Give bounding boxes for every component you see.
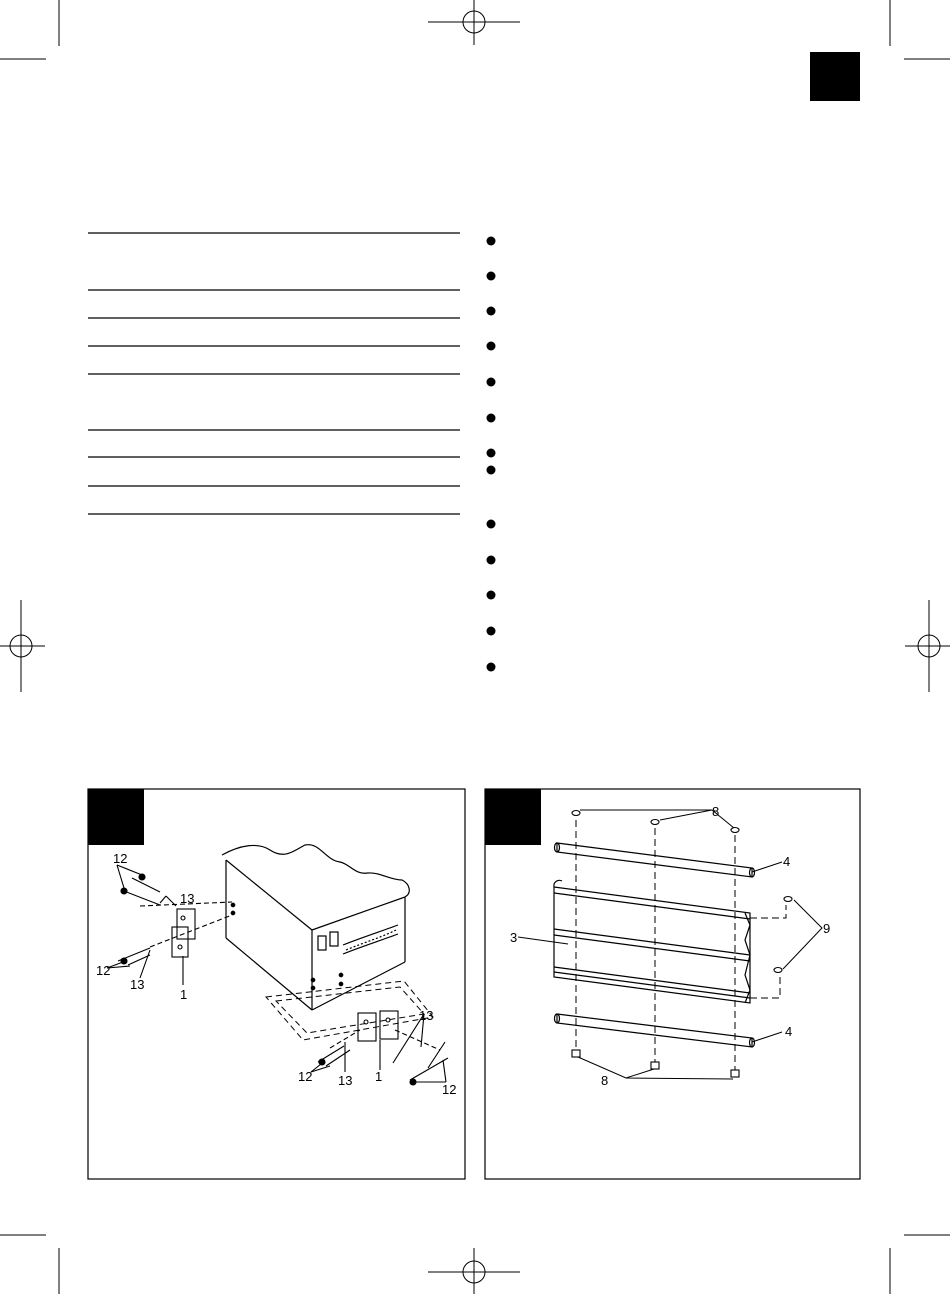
callout-rail-bottom: 4 xyxy=(785,1024,793,1039)
parts-table xyxy=(88,233,460,514)
top-rail-drawing xyxy=(555,843,755,877)
bullet-dot-icon xyxy=(487,591,496,600)
heater-body-drawing xyxy=(222,845,409,1010)
callout-bracket-a: 1 xyxy=(180,987,188,1002)
registration-mark-icon xyxy=(0,600,45,692)
bullet-dot-icon xyxy=(487,466,496,475)
callout-washers-a: 13 xyxy=(180,891,195,906)
bullet-dot-icon xyxy=(487,414,496,423)
bullet-dot-icon xyxy=(487,449,496,458)
figure-right-rail-assembly xyxy=(485,789,860,1179)
callout-screws-c: 12 xyxy=(298,1069,313,1084)
figure-number-box xyxy=(485,789,541,845)
callout-screws-top: 8 xyxy=(712,804,720,819)
bullet-dot-icon xyxy=(487,272,496,281)
callout-washers-c: 13 xyxy=(338,1073,353,1088)
bullet-dot-icon xyxy=(487,378,496,387)
registration-mark-icon xyxy=(905,600,950,692)
callout-panel: 3 xyxy=(510,930,518,945)
callout-screws-a: 12 xyxy=(113,851,128,866)
bullet-list xyxy=(487,237,496,672)
figure-number-box xyxy=(88,789,144,845)
figure-left-mounting-brackets xyxy=(88,789,465,1179)
bullet-dot-icon xyxy=(487,342,496,351)
registration-mark-icon xyxy=(428,1248,520,1294)
language-tab xyxy=(810,52,860,101)
callout-rail-top: 4 xyxy=(783,854,791,869)
callout-washers-b: 13 xyxy=(130,977,145,992)
callout-screws-d: 12 xyxy=(442,1082,457,1097)
bullet-dot-icon xyxy=(487,556,496,565)
registration-mark-icon xyxy=(428,0,520,45)
callout-nuts: 9 xyxy=(823,921,831,936)
callout-screws-b: 12 xyxy=(96,963,111,978)
bullet-dot-icon xyxy=(487,520,496,529)
panel-drawing xyxy=(554,880,750,1003)
bullet-dot-icon xyxy=(487,237,496,246)
callout-bracket-b: 1 xyxy=(375,1069,383,1084)
bullet-dot-icon xyxy=(487,307,496,316)
callout-washers-d: 13 xyxy=(419,1008,434,1023)
bullet-dot-icon xyxy=(487,627,496,636)
callout-screws-bottom: 8 xyxy=(601,1073,609,1088)
bullet-dot-icon xyxy=(487,663,496,672)
